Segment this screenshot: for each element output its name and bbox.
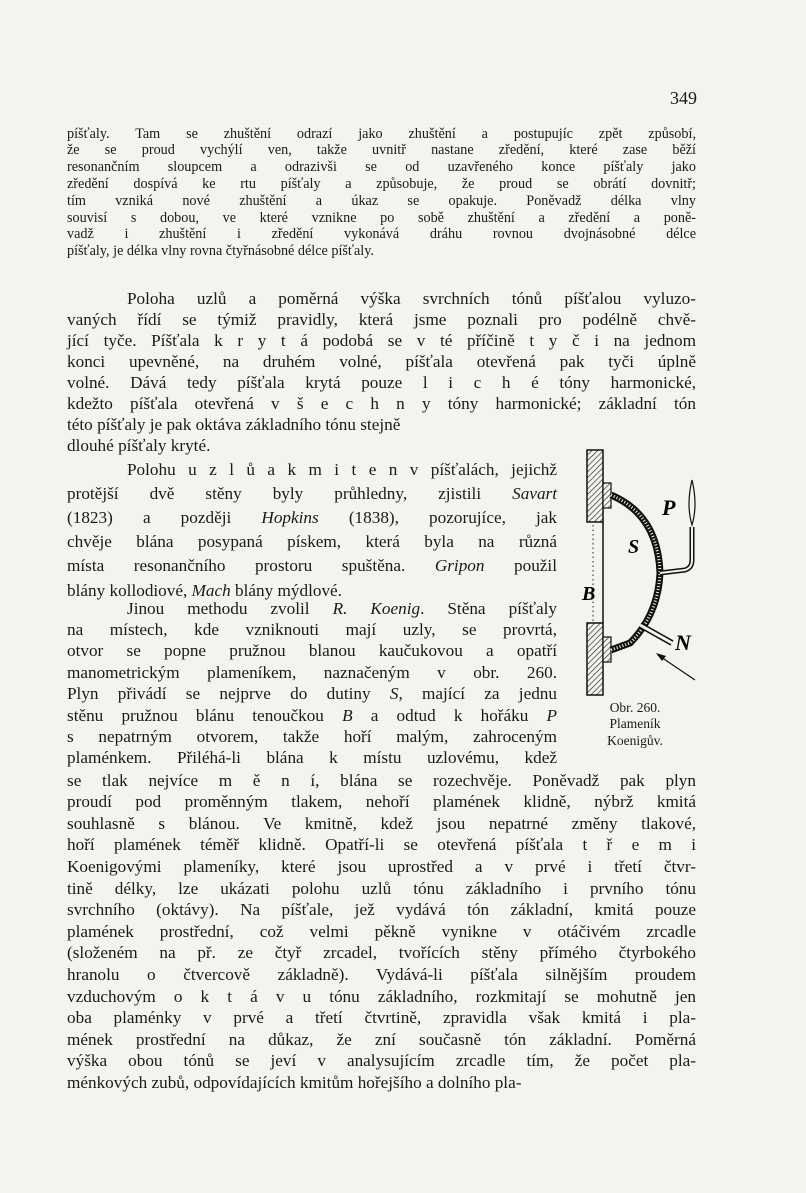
- text-line: [67, 834, 696, 855]
- text-segment: resonančním sloupcem a odrazivši se od uzavřeného konce píšťaly jako: [67, 159, 696, 176]
- italic-name: Hopkins: [261, 507, 319, 527]
- arrow-icon: [656, 653, 695, 680]
- text-line: [67, 726, 557, 747]
- label-s: S: [628, 536, 640, 558]
- text-line: [67, 662, 557, 683]
- italic-name: S: [389, 684, 399, 704]
- text-segment: konci upevněné, na druhém volné, píšťala otevřená pak tyči úplně: [67, 351, 696, 371]
- italic-name: R. Koenig: [332, 598, 421, 618]
- text-segment: hoří plamének téměř klidně. Opatří-li se otevřená píšťala t ř e m i: [67, 835, 696, 855]
- text-segment: zředění dospívá ke rtu píšťaly a způsobuje, že proud se obrátí dovnitř;: [67, 176, 696, 192]
- italic-name: P: [546, 705, 557, 725]
- text-segment: plamének prostřední, což velmi pěkně vynikne v otáčivém zrcadle: [67, 921, 696, 941]
- text-line: [67, 964, 696, 985]
- flame-icon: [689, 480, 695, 525]
- text-line: [67, 309, 696, 330]
- text-line: [67, 330, 696, 351]
- text-line: [67, 813, 696, 834]
- text-line: [67, 351, 696, 372]
- text-segment: výška obou tónů se jeví v analysujícím zrcadle tím, že počet pla-: [67, 1051, 696, 1071]
- text-segment: jící tyče. Píšťala k r y t á podobá se v té příčině t y č i na jednom: [67, 330, 696, 350]
- figure-caption-title: Plameník: [609, 716, 661, 731]
- text-segment: protější dvě stěny byly průhledny, zjistili: [67, 483, 513, 503]
- text-segment: Plyn přivádí se nejprve do dutiny: [67, 684, 390, 704]
- text-segment: vzduchovým o k t á v u tónu základního, rozkmitají se mohutně jen: [67, 986, 696, 1006]
- text-segment: souhlasně s blánou. Ve kmitně, kdež jsou nepatrné změny tlakové,: [67, 813, 696, 833]
- text-line: [67, 683, 557, 704]
- text-segment: otvor se popne pružnou blanou kaučukovou a opatří: [67, 641, 557, 661]
- text-line: [67, 1029, 696, 1050]
- text-line: [67, 507, 557, 528]
- text-line: [67, 414, 557, 435]
- text-line: [67, 226, 696, 243]
- text-line: [67, 142, 696, 159]
- text-line: [67, 921, 696, 942]
- text-segment: ménkových zubů, odpovídajících kmitům hořejšího a dolního pla-: [67, 1072, 522, 1092]
- text-segment: oba plaménky v prvé a třetí čtvrtině, zpravidla však kmitá i pla-: [67, 1008, 696, 1028]
- burner-tube: [660, 527, 692, 573]
- text-segment: blány mýdlové.: [230, 580, 342, 600]
- text-line: [67, 531, 557, 552]
- text-segment: (1823) a později: [67, 507, 262, 527]
- text-segment: . Stěna píšťaly: [420, 598, 557, 618]
- text-line: [67, 1050, 696, 1071]
- text-segment: se tlak nejvíce m ě n í, blána se rozechvěje. Poněvadž pak plyn: [67, 770, 696, 790]
- text-segment: kdežto píšťala otevřená v š e c h n y tóny harmonické; základní tón: [67, 394, 696, 413]
- text-segment: (1838), pozorujíce, jak: [318, 507, 558, 527]
- text-segment: plaménkem. Přiléhá-li blána k místu uzlovému, kdež: [67, 748, 557, 768]
- text-segment: volné. Dává tedy píšťala krytá pouze l i c h é tóny harmonické,: [67, 372, 696, 392]
- text-segment: vadž i zhuštění i zředění vykonává dráhu rovnou dvojnásobné délce: [67, 226, 696, 243]
- text-segment: a odtud k hořáku: [352, 705, 547, 725]
- text-segment: Polohu u z l ů a k m i t e n v píšťalách, jejichž: [127, 459, 557, 479]
- text-line: [127, 598, 557, 619]
- text-line: [67, 899, 696, 920]
- label-n: N: [675, 630, 691, 655]
- capsule: [603, 483, 660, 662]
- text-segment: chvěje blána posypaná pískem, která byla na různá: [67, 532, 557, 552]
- text-segment: této píšťaly je pak oktáva základního tónu stejně: [67, 415, 401, 435]
- inlet-tube: [640, 625, 672, 643]
- text-segment: tím vzniká nové zhuštění a úkaz se opakuje. Poněvadž délka vlny: [67, 192, 696, 209]
- text-line: [67, 986, 696, 1007]
- italic-name: Gripon: [434, 556, 485, 576]
- text-line: [127, 459, 557, 480]
- text-line: [127, 288, 696, 309]
- text-line: [67, 640, 557, 661]
- label-b: B: [582, 583, 596, 605]
- italic-name: B: [342, 705, 353, 725]
- text-line: [67, 126, 696, 143]
- label-p: P: [662, 495, 676, 520]
- text-segment: tině délky, lze ukázati polohu uzlů tónu základního i prvního tónu: [67, 878, 696, 898]
- text-segment: , mající za jednu: [398, 684, 557, 704]
- text-line: [67, 176, 696, 193]
- text-segment: na místech, kde vzniknouti mají uzly, se provrtá,: [67, 619, 557, 639]
- italic-name: Savart: [512, 483, 557, 503]
- text-segment: proudí pod proměnným tlakem, nehoří plamének klidně, nýbrž kmitá: [67, 792, 696, 812]
- text-line: [67, 243, 696, 260]
- figure-caption-number: Obr. 260.: [609, 700, 661, 715]
- figure-caption-subtitle: Koenigův.: [607, 733, 663, 748]
- text-segment: svrchního (oktávy). Na píšťale, jež vydává tón základní, kmitá pouze: [67, 900, 696, 920]
- text-segment: že se proud vychýlí ven, takže uvnitř nastane zředění, které zase běží: [67, 142, 696, 159]
- text-line: [67, 619, 557, 640]
- text-segment: Koenigovými plameníky, které jsou uprostřed a v prvé i třetí čtvr-: [67, 856, 696, 876]
- text-line: [67, 435, 557, 456]
- text-line: [67, 372, 696, 393]
- text-segment: Poloha uzlů a poměrná výška svrchních tónů píšťalou vyluzo-: [127, 288, 696, 308]
- text-segment: manometrickým plameníkem, naznačeným v obr. 260.: [67, 662, 557, 682]
- italic-name: Mach: [191, 580, 231, 600]
- text-segment: píšťaly. Tam se zhuštění odrazí jako zhuštění a postupujíc zpět způsobí,: [67, 125, 696, 142]
- text-line: [67, 1072, 696, 1093]
- text-line: [67, 483, 557, 504]
- pipe-wall: [587, 450, 603, 695]
- text-line: [67, 210, 696, 227]
- text-line: [67, 856, 696, 877]
- text-line: [67, 705, 557, 726]
- text-line: [67, 1007, 696, 1028]
- text-segment: píšťaly, je délka vlny rovna čtyřnásobné délce píšťaly.: [67, 243, 374, 260]
- text-segment: Jinou methodu zvolil: [127, 598, 333, 618]
- text-segment: použil: [484, 556, 557, 576]
- text-segment: hranolu o čtvercově základně). Vydává-li píšťala silnějším proudem: [67, 964, 696, 984]
- text-line: [67, 747, 557, 768]
- text-segment: souvisí s dobou, ve které vznikne po sobě zhuštění a zředění a poně-: [67, 209, 696, 226]
- text-segment: vaných řídí se týmiž pravidly, která jsme poznali pro podélně chvě-: [67, 309, 696, 329]
- text-line: [67, 942, 696, 963]
- text-line: [67, 159, 696, 176]
- text-line: [67, 791, 696, 812]
- text-segment: stěnu pružnou blánu tenoučkou: [67, 705, 343, 725]
- text-segment: (složeném na př. ze čtyř zrcadel, tvořících stěny přímého čtyrbokého: [67, 943, 696, 963]
- text-line: [67, 393, 696, 414]
- page-number: 349: [670, 88, 697, 108]
- text-line: [67, 878, 696, 899]
- text-line: [67, 555, 557, 576]
- text-segment: dlouhé píšťaly kryté.: [67, 436, 211, 456]
- text-segment: s nepatrným otvorem, takže hoří malým, zahroceným: [67, 726, 557, 746]
- text-line: [67, 770, 696, 791]
- text-segment: místa resonančního prostoru spuštěna.: [67, 556, 435, 576]
- text-segment: mének prostřední na důkaz, že zní současně tón základní. Poměrná: [67, 1029, 696, 1049]
- text-line: [67, 193, 696, 210]
- text-segment: blány kollodiové,: [67, 580, 192, 600]
